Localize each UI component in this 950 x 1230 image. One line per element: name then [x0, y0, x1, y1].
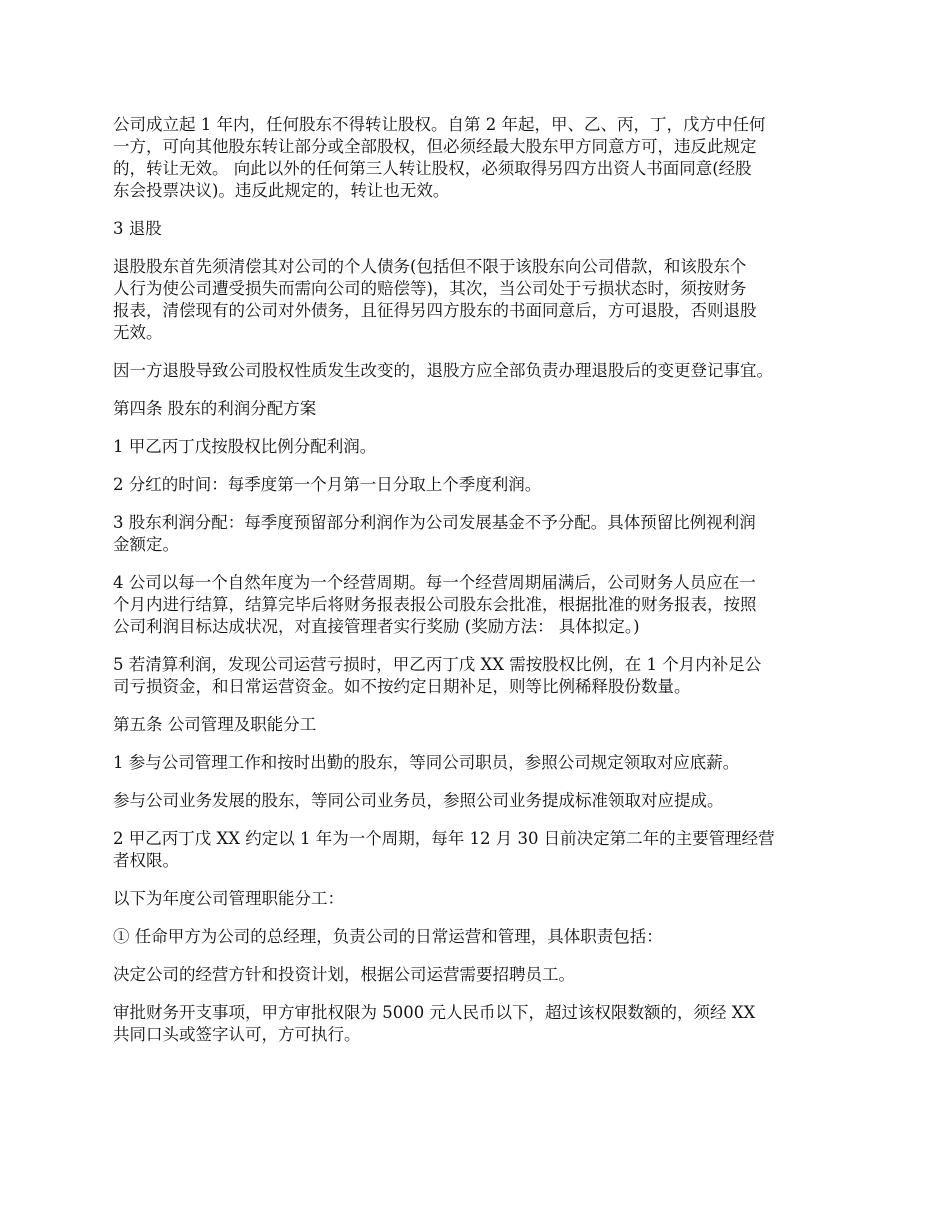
- text-line: 公司利润目标达成状况，对直接管理者实行奖励 (奖励方法： 具体拟定。): [113, 617, 640, 636]
- text-line: 1 甲乙丙丁戊按股权比例分配利润。: [113, 437, 377, 456]
- paragraph-profit-4: [113, 572, 853, 638]
- text-line: 2 分红的时间：每季度第一个月第一日分取上个季度利润。: [113, 475, 542, 494]
- text-line: 以下为年度公司管理职能分工：: [113, 889, 344, 908]
- text-line: 参与公司业务发展的股东，等同公司业务员，参照公司业务提成标准领取对应提成。: [113, 791, 724, 810]
- text-line: 的，转让无效。 向此以外的任何第三人转让股权，必须取得另四方出资人书面同意(经股: [113, 159, 752, 178]
- paragraph-withdrawal-registration: [113, 360, 853, 382]
- text-line: 因一方退股导致公司股权性质发生改变的，退股方应全部负责办理退股后的变更登记事宜。: [113, 361, 773, 380]
- text-line: 者权限。: [113, 851, 179, 870]
- paragraph-profit-2: [113, 474, 853, 496]
- text-line: 司亏损资金，和日常运营资金。如不按约定日期补足，则等比例稀释股份数量。: [113, 677, 691, 696]
- paragraph-management-1: [113, 752, 853, 774]
- text-line: 一方，可向其他股东转让部分或全部股权，但必须经最大股东甲方同意方可，违反此规定: [113, 137, 757, 156]
- article-heading-profit: [113, 398, 853, 420]
- section-heading-withdrawal: [113, 218, 853, 240]
- text-line: 审批财务开支事项，甲方审批权限为 5000 元人民币以下，超过该权限数额的，须经 XX: [113, 1003, 756, 1022]
- paragraph-withdrawal-rule: [113, 256, 853, 344]
- text-line: 报表，清偿现有的公司对外债务，且征得另四方股东的书面同意后，方可退股，否则退股: [113, 301, 757, 320]
- text-line: 第四条 股东的利润分配方案: [113, 399, 317, 418]
- text-line: 决定公司的经营方针和投资计划，根据公司运营需要招聘员工。: [113, 965, 575, 984]
- text-line: 退股股东首先须清偿其对公司的个人债务(包括但不限于该股东向公司借款，和该股东个: [113, 257, 747, 276]
- paragraph-division-intro: [113, 888, 853, 910]
- text-line: 第五条 公司管理及职能分工: [113, 715, 317, 734]
- paragraph-profit-1: [113, 436, 853, 458]
- paragraph-profit-5: [113, 654, 853, 698]
- text-line: 共同口头或签字认可，方可执行。: [113, 1025, 361, 1044]
- paragraph-transfer-rule: [113, 114, 853, 202]
- text-line: 3 股东利润分配：每季度预留部分利润作为公司发展基金不予分配。具体预留比例视利润: [113, 513, 756, 532]
- text-line: 公司成立起 1 年内，任何股东不得转让股权。自第 2 年起，甲、乙、丙，丁，戊方中任何: [113, 115, 766, 134]
- paragraph-general-manager: [113, 926, 853, 948]
- paragraph-management-2: [113, 828, 853, 872]
- text-line: 无效。: [113, 323, 163, 342]
- text-line: 1 参与公司管理工作和按时出勤的股东，等同公司职员，参照公司规定领取对应底薪。: [113, 753, 740, 772]
- paragraph-management-1b: [113, 790, 853, 812]
- text-line: 2 甲乙丙丁戊 XX 约定以 1 年为一个周期，每年 12 月 30 日前决定第二年的主要管理经营: [113, 829, 775, 848]
- document-body: [113, 114, 853, 1062]
- text-line: 个月内进行结算，结算完毕后将财务报表报公司股东会批准，根据批准的财务报表，按照: [113, 595, 757, 614]
- text-line: 5 若清算利润，发现公司运营亏损时，甲乙丙丁戊 XX 需按股权比例，在 1 个月内补足公: [113, 655, 762, 674]
- text-line: 金额定。: [113, 535, 179, 554]
- paragraph-gm-duty-2: [113, 1002, 853, 1046]
- paragraph-gm-duty-1: [113, 964, 853, 986]
- article-heading-management: [113, 714, 853, 736]
- text-line: 人行为使公司遭受损失而需向公司的赔偿等)，其次，当公司处于亏损状态时，须按财务: [113, 279, 747, 298]
- text-line: 3 退股: [113, 219, 162, 238]
- text-line: ① 任命甲方为公司的总经理，负责公司的日常运营和管理，具体职责包括：: [113, 927, 663, 946]
- paragraph-profit-3: [113, 512, 853, 556]
- text-line: 东会投票决议)。违反此规定的，转让也无效。: [113, 181, 450, 200]
- text-line: 4 公司以每一个自然年度为一个经营周期。每一个经营周期届满后，公司财务人员应在一: [113, 573, 756, 592]
